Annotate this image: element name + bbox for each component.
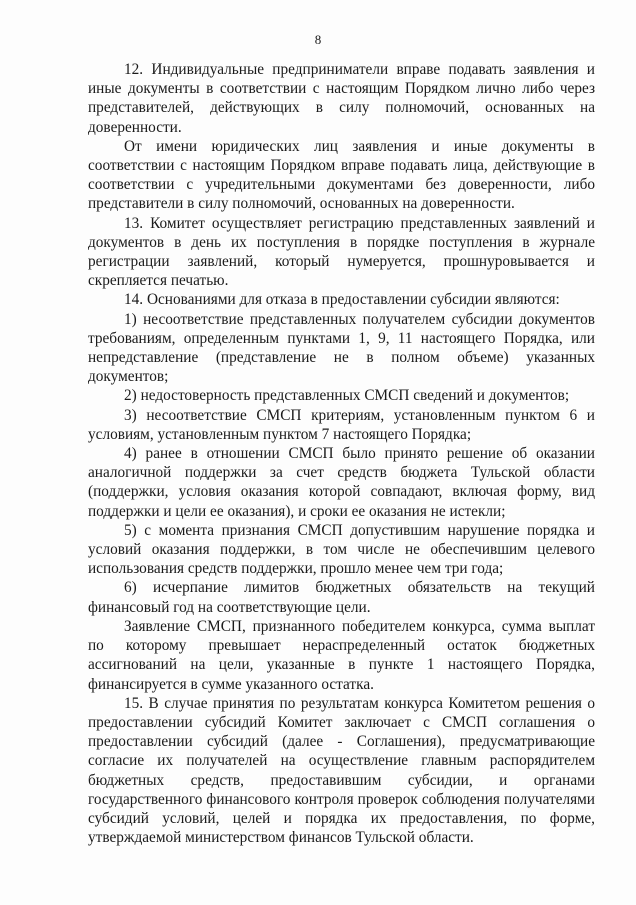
document-body [88,60,595,847]
page-number: 8 [314,32,322,47]
paragraph-13: 13. Комитет осуществляет регистрацию представленных заявлений и документов в день их поступления в порядке поступления в журнале регистрации заявлений, который нумеруется, прошнуровывается и скрепляется печатью. [88,214,595,290]
paragraph-12: 12. Индивидуальные предприниматели вправе подавать заявления и иные документы в соответствии с настоящим Порядком лично либо через представителей, действующих в силу полномочий, основанных на доверенности. [88,61,595,136]
paragraph-legal-entities: От имени юридических лиц заявления и иные документы в соответствии с настоящим Порядком вправе подавать лица, действующие в соответствии с учредительными документами без доверенности, либо представители в силу полномочий, основанных на доверенности. [88,137,595,213]
list-item-4: 4) ранее в отношении СМСП было принято решение об оказании аналогичной поддержки за счет средств бюджета Тульской области (поддержки, условия оказания которой совпадают, включая форму, вид поддержки и цели ее оказания), и сроки ее оказания не истекли; [88,445,595,520]
paragraph-15: 15. В случае принятия по результатам конкурса Комитетом решения о предоставлении субсидий Комитет заключает с СМСП соглашения о предоставлении субсидий (далее - Соглашения), предусматривающие согласие их получателей на осуществление главным распорядителем бюджетных средств, предоставившим субсидии, и органами государственного финансового контроля проверок соблюдения получателями субсидий условий, целей и порядка их предоставления, по форме, утверждаемой министерством финансов Тульской области. [88,694,595,847]
paragraph-winner-application: Заявление СМСП, признанного победителем конкурса, сумма выплат по которому превышает нераспределенный остаток бюджетных ассигнований на цели, указанные в пункте 1 настоящего Порядка, финансируется в сумме указанного остатка. [88,617,595,693]
list-item-1: 1) несоответствие представленных получателем субсидии документов требованиям, определенным пунктами 1, 9, 11 настоящего Порядка, или непредставление (представление не в полном объеме) указанных документов; [88,310,595,386]
list-item-3: 3) несоответствие СМСП критериям, установленным пунктом 6 и условиям, установленным пунктом 7 настоящего Порядка; [88,406,595,443]
paragraph-14: 14. Основаниями для отказа в предоставлении субсидии являются: [124,291,560,309]
list-item-2: 2) недостоверность представленных СМСП сведений и документов; [124,387,570,405]
list-item-6: 6) исчерпание лимитов бюджетных обязательств на текущий финансовый год на соответствующие цели. [88,579,595,616]
list-item-5: 5) с момента признания СМСП допустившим нарушение порядка и условий оказания поддержки, в том числе не обеспечившим целевого использования средств поддержки, прошло менее чем три года; [88,521,595,578]
